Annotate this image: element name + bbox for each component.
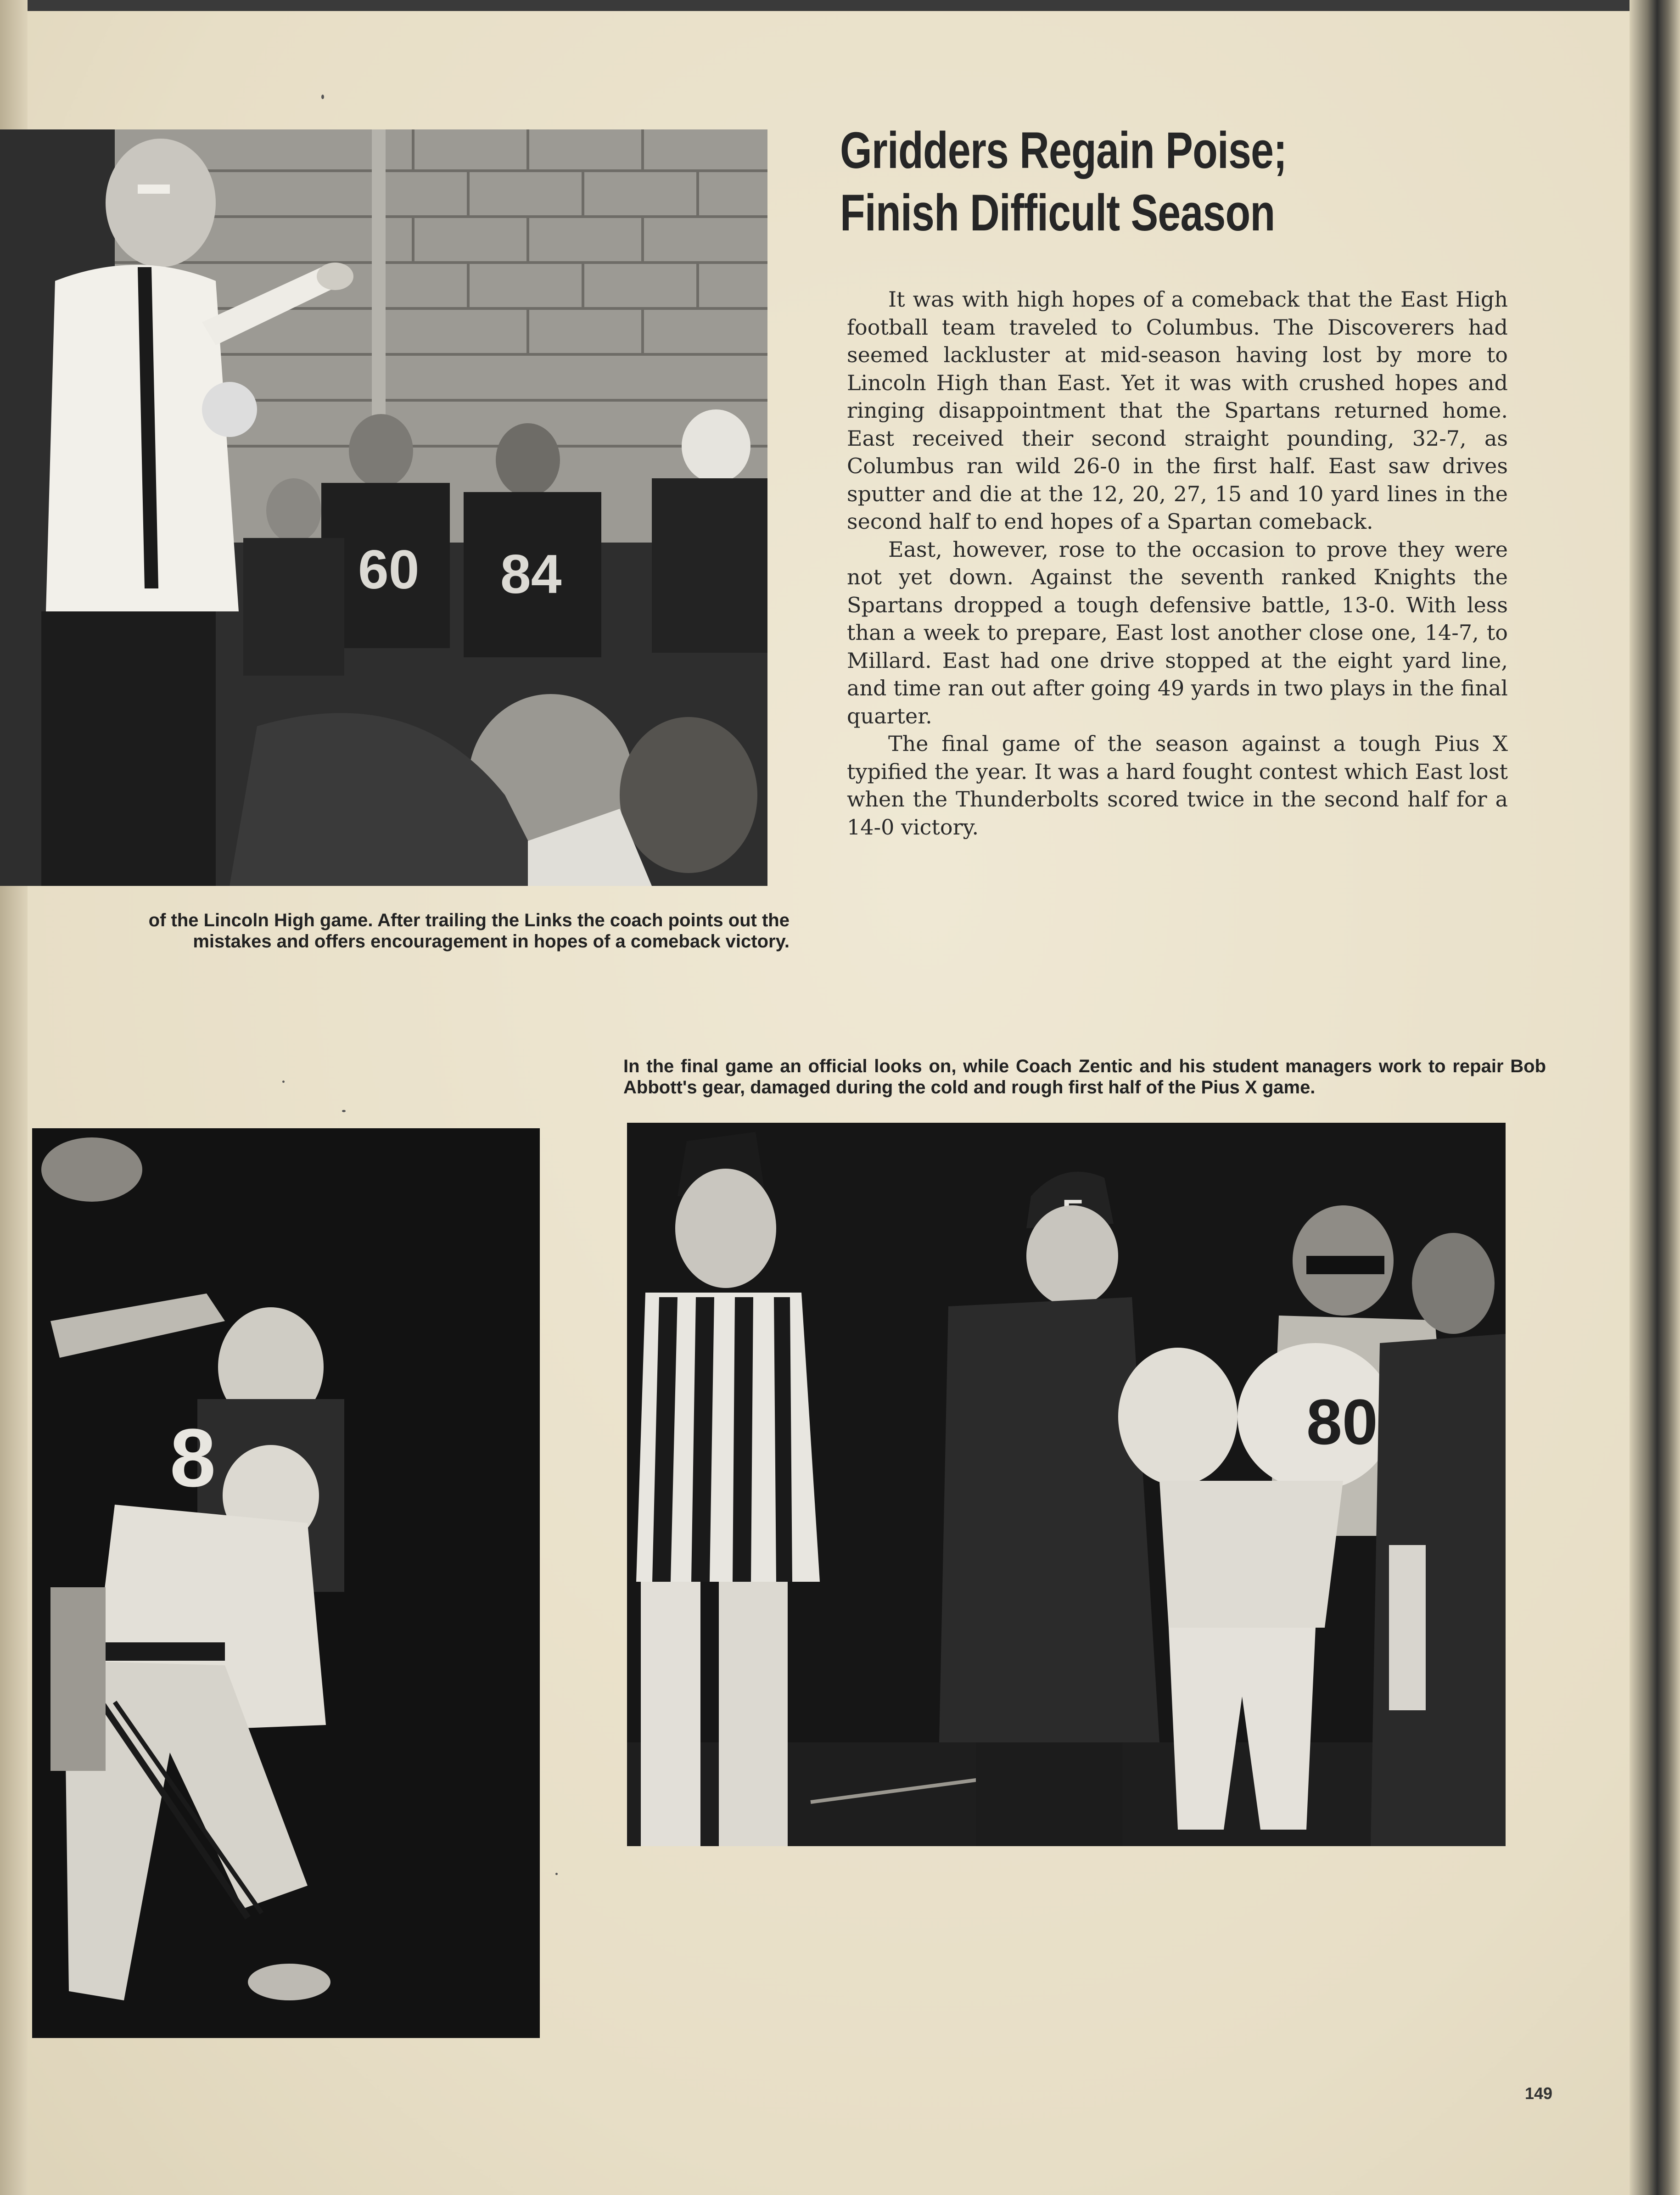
page-number: 149 (1525, 2084, 1553, 2103)
book-cover-edge (1630, 0, 1680, 2195)
article-paragraph: It was with high hopes of a comeback that the East High football team traveled to Columbus. The Discoverers had seemed lackluster at mid-season having lost by more to Lincoln High than East. Yet it was with crushed hopes and ringing disappointment that the Spartans returned home. East received their second straight pounding, 32-7, as Columbus ran wild 26-0 in the first half. East saw drives sputter and die at the 12, 20, 27, 15 and 10 yard lines in the second half to end hopes of a Spartan comeback. (847, 287, 1508, 534)
coach-photo-caption: of the Lincoln High game. After trailing the Links the coach points out the mistakes and offers encouragement in hopes of a comeback victory. (148, 910, 790, 952)
scan-speck (555, 1873, 558, 1875)
jersey-number-84: 84 (500, 543, 562, 605)
headline-line-2: Finish Difficult Season (840, 184, 1275, 241)
article-paragraph: The final game of the season against a tough Pius X typified the year. It was a hard fought contest which East lost when the Thunderbolts scored twice in the second half for a 14-0 victory. (847, 731, 1508, 840)
football (41, 1137, 142, 1202)
scan-speck (342, 1110, 346, 1112)
headline-line-1: Gridders Regain Poise; (840, 122, 1287, 179)
action-jersey-number: 8 (170, 1412, 216, 1504)
player-jersey-number: 80 (1306, 1386, 1378, 1458)
jersey-number-60: 60 (358, 539, 420, 600)
article-paragraph: East, however, rose to the occasion to prove they were not yet down. Against the seventh ranked Knights the Spartans dropped a tough defensive battle, 13-0. With less than a week to prepare, East lost another close one, 14-7, to Millard. East had one drive stopped at the eight yard line, and time ran out after going 49 yards in two plays in the final quarter. (847, 537, 1508, 728)
game-action-photo (32, 1128, 540, 2038)
coach-halftime-photo (0, 129, 767, 886)
scan-top-edge (0, 0, 1680, 11)
final-game-photo-caption: In the final game an official looks on, while Coach Zentic and his student managers work to repair Bob Abbott's gear, damaged during the cold and rough first half of the Pius X game. (623, 1056, 1546, 1098)
final-game-sideline-photo (627, 1123, 1506, 1846)
scan-speck (321, 95, 324, 99)
article-headline (840, 119, 1464, 244)
scan-speck (282, 1081, 285, 1083)
article-body (847, 286, 1508, 841)
